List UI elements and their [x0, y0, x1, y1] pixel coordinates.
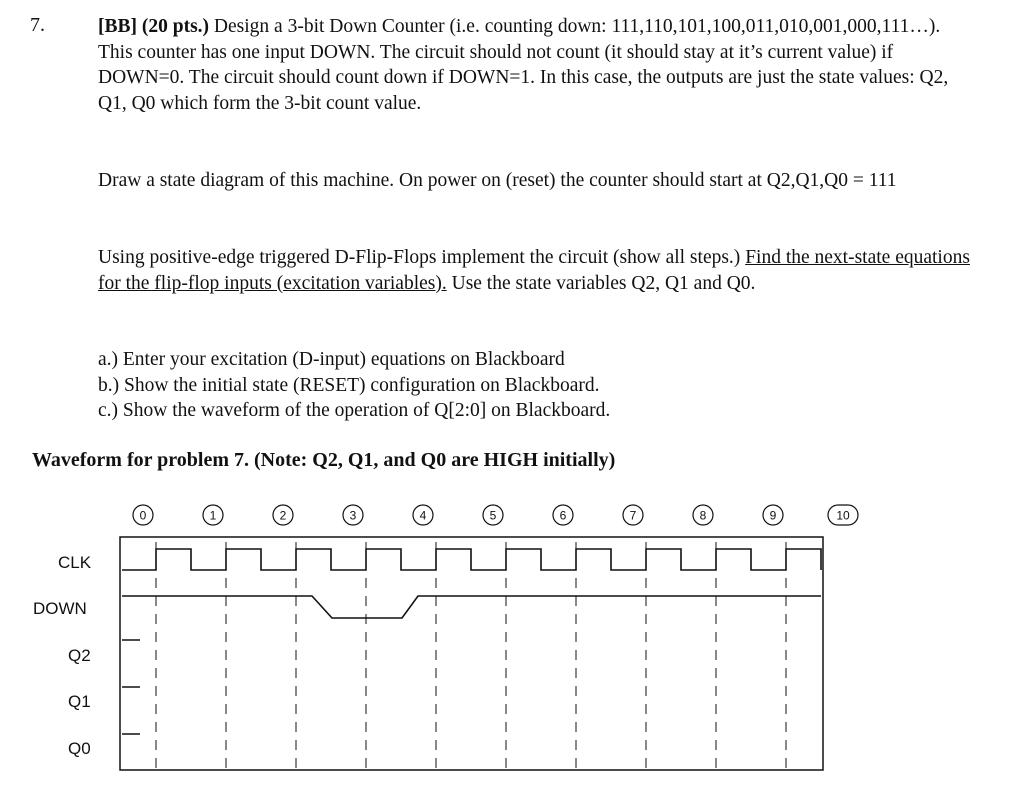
task-a: a.) Enter your excitation (D-input) equations on Blackboard	[98, 349, 565, 370]
time-marker-label: 4	[419, 508, 427, 523]
problem-points: [BB] (20 pts.)	[98, 16, 210, 37]
signal-label-clk: CLK	[58, 553, 92, 572]
time-marker-2	[273, 505, 293, 525]
time-marker-0	[133, 505, 153, 525]
time-marker-label: 9	[769, 508, 777, 523]
time-marker-label: 6	[559, 508, 567, 523]
time-marker-10	[828, 505, 858, 525]
time-marker-label: 0	[139, 508, 147, 523]
time-marker-label: 3	[349, 508, 357, 523]
waveform-frame	[120, 537, 823, 770]
time-marker-label: 2	[279, 508, 287, 523]
task-c: c.) Show the waveform of the operation of Q[2:0] on Blackboard.	[98, 400, 611, 421]
time-marker-label: 7	[629, 508, 637, 523]
time-marker-1	[203, 505, 223, 525]
clk-trace	[122, 549, 821, 570]
task-b: b.) Show the initial state (RESET) configuration on Blackboard.	[98, 374, 600, 396]
time-marker-9	[763, 505, 783, 525]
problem-description: Design a 3-bit Down Counter (i.e. counting down: 111,110,101,100,011,010,001,000,111…). This counter has one input DOWN. The circuit should not count (it should stay at it’s current value) if DOWN=0. The circuit should count down if DOWN=1. In this case, the outputs are just the state values: Q2, Q1, Q0 which form the 3-bit count value.	[98, 16, 949, 114]
implementation-underlined: Find the next-state equations for the flip-flop inputs (excitation variables).	[98, 247, 970, 294]
implementation-tail: Use the state variables Q2, Q1 and Q0.	[446, 272, 756, 294]
time-marker-3	[343, 505, 363, 525]
time-marker-6	[553, 505, 573, 525]
time-marker-5	[483, 505, 503, 525]
signal-label-q2: Q2	[68, 646, 91, 665]
problem-number: 7.	[30, 14, 45, 36]
signal-label-down: DOWN	[33, 599, 87, 618]
time-marker-8	[693, 505, 713, 525]
signal-label-q0: Q0	[68, 739, 91, 758]
time-marker-4	[413, 505, 433, 525]
state-diagram-instruction: Draw a state diagram of this machine. On power on (reset) the counter should start at Q2,Q1,Q0 = 111	[98, 170, 897, 191]
time-marker-label: 8	[699, 508, 707, 523]
time-marker-label: 5	[489, 508, 497, 523]
time-marker-label: 1	[209, 508, 217, 523]
signal-label-q1: Q1	[68, 692, 91, 711]
implementation-text: Using positive-edge triggered D-Flip-Flops implement the circuit (show all steps.)	[98, 247, 746, 268]
time-marker-7	[623, 505, 643, 525]
time-marker-label: 10	[836, 508, 850, 523]
waveform-heading: Waveform for problem 7. (Note: Q2, Q1, and Q0 are HIGH initially)	[32, 449, 616, 471]
